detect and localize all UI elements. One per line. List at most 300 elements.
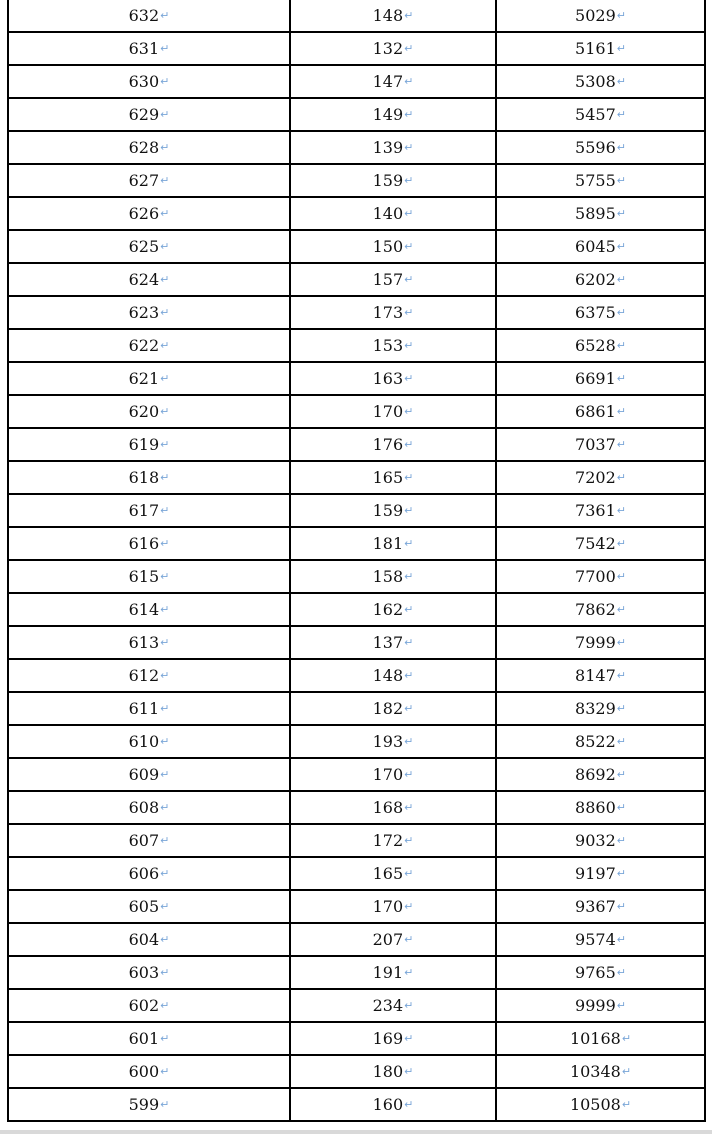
- cell-value: 173: [372, 303, 404, 322]
- table-cell: [8, 395, 290, 428]
- cell-value: 599: [128, 1095, 160, 1114]
- table-cell: [8, 659, 290, 692]
- table-cell: [496, 164, 705, 197]
- paragraph-return-icon: ↵: [404, 669, 414, 682]
- cell-value: 180: [372, 1062, 404, 1081]
- cell-value: 614: [128, 600, 160, 619]
- table-row: [8, 32, 705, 65]
- table-cell: [8, 626, 290, 659]
- cell-value: 6861: [575, 402, 616, 421]
- paragraph-return-icon: ↵: [616, 405, 626, 418]
- table-cell: [496, 494, 705, 527]
- paragraph-return-icon: ↵: [160, 174, 170, 187]
- paragraph-return-icon: ↵: [616, 471, 626, 484]
- cell-value: 613: [128, 633, 160, 652]
- paragraph-return-icon: ↵: [616, 372, 626, 385]
- table-cell: [496, 824, 705, 857]
- cell-value: 629: [128, 105, 160, 124]
- table-cell: [290, 428, 496, 461]
- cell-value: 8522: [575, 732, 616, 751]
- cell-value: 9765: [575, 963, 616, 982]
- table-cell: [8, 461, 290, 494]
- table-cell: [8, 230, 290, 263]
- paragraph-return-icon: ↵: [160, 1032, 170, 1045]
- cell-value: 191: [372, 963, 404, 982]
- table-cell: [496, 527, 705, 560]
- paragraph-return-icon: ↵: [160, 735, 170, 748]
- table-cell: [8, 32, 290, 65]
- paragraph-return-icon: ↵: [404, 900, 414, 913]
- table-row: [8, 725, 705, 758]
- paragraph-return-icon: ↵: [616, 42, 626, 55]
- paragraph-return-icon: ↵: [160, 900, 170, 913]
- table-row: [8, 692, 705, 725]
- table-cell: [290, 857, 496, 890]
- paragraph-return-icon: ↵: [616, 801, 626, 814]
- table-cell: [496, 230, 705, 263]
- paragraph-return-icon: ↵: [160, 537, 170, 550]
- paragraph-return-icon: ↵: [160, 306, 170, 319]
- cell-value: 5308: [575, 72, 616, 91]
- paragraph-return-icon: ↵: [616, 174, 626, 187]
- cell-value: 8329: [575, 699, 616, 718]
- table-row: [8, 758, 705, 791]
- cell-value: 5457: [575, 105, 616, 124]
- table-cell: [290, 296, 496, 329]
- cell-value: 610: [128, 732, 160, 751]
- table-cell: [8, 791, 290, 824]
- paragraph-return-icon: ↵: [404, 966, 414, 979]
- paragraph-return-icon: ↵: [404, 504, 414, 517]
- table-cell: [290, 956, 496, 989]
- paragraph-return-icon: ↵: [616, 669, 626, 682]
- table-cell: [8, 560, 290, 593]
- paragraph-return-icon: ↵: [404, 867, 414, 880]
- cell-value: 207: [372, 930, 404, 949]
- table-cell: [8, 1055, 290, 1088]
- table-cell: [8, 65, 290, 98]
- cell-value: 181: [372, 534, 404, 553]
- cell-value: 7862: [575, 600, 616, 619]
- paragraph-return-icon: ↵: [404, 207, 414, 220]
- cell-value: 6375: [575, 303, 616, 322]
- cell-value: 5755: [575, 171, 616, 190]
- cell-value: 150: [372, 237, 404, 256]
- paragraph-return-icon: ↵: [404, 537, 414, 550]
- table-row: [8, 659, 705, 692]
- table-cell: [290, 791, 496, 824]
- table-cell: [290, 329, 496, 362]
- paragraph-return-icon: ↵: [616, 240, 626, 253]
- paragraph-return-icon: ↵: [404, 999, 414, 1012]
- paragraph-return-icon: ↵: [404, 1098, 414, 1111]
- paragraph-return-icon: ↵: [404, 1032, 414, 1045]
- table-cell: [290, 461, 496, 494]
- table-cell: [496, 923, 705, 956]
- table-cell: [290, 923, 496, 956]
- table-cell: [496, 989, 705, 1022]
- paragraph-return-icon: ↵: [621, 1098, 632, 1111]
- table-cell: [496, 197, 705, 230]
- paragraph-return-icon: ↵: [404, 75, 414, 88]
- table-cell: [496, 1055, 705, 1088]
- table-row: [8, 923, 705, 956]
- cell-value: 622: [128, 336, 160, 355]
- cell-value: 165: [372, 864, 404, 883]
- paragraph-return-icon: ↵: [160, 999, 170, 1012]
- paragraph-return-icon: ↵: [616, 273, 626, 286]
- cell-value: 147: [372, 72, 404, 91]
- paragraph-return-icon: ↵: [616, 570, 626, 583]
- paragraph-return-icon: ↵: [404, 603, 414, 616]
- table-cell: [8, 692, 290, 725]
- table-cell: [496, 65, 705, 98]
- table-cell: [290, 989, 496, 1022]
- table-cell: [8, 362, 290, 395]
- table-row: [8, 65, 705, 98]
- cell-value: 606: [128, 864, 160, 883]
- paragraph-return-icon: ↵: [160, 570, 170, 583]
- cell-value: 6691: [575, 369, 616, 388]
- table-cell: [290, 692, 496, 725]
- table-cell: [8, 263, 290, 296]
- paragraph-return-icon: ↵: [616, 933, 626, 946]
- table-cell: [8, 857, 290, 890]
- table-cell: [496, 758, 705, 791]
- paragraph-return-icon: ↵: [160, 1098, 170, 1111]
- paragraph-return-icon: ↵: [160, 636, 170, 649]
- table-cell: [290, 263, 496, 296]
- cell-value: 607: [128, 831, 160, 850]
- cell-value: 624: [128, 270, 160, 289]
- table-row: [8, 362, 705, 395]
- table-cell: [496, 593, 705, 626]
- paragraph-return-icon: ↵: [616, 438, 626, 451]
- paragraph-return-icon: ↵: [404, 339, 414, 352]
- table-cell: [8, 1022, 290, 1055]
- table-cell: [8, 923, 290, 956]
- cell-value: 149: [372, 105, 404, 124]
- table-cell: [290, 593, 496, 626]
- cell-value: 5895: [575, 204, 616, 223]
- paragraph-return-icon: ↵: [160, 273, 170, 286]
- table-cell: [8, 956, 290, 989]
- paragraph-return-icon: ↵: [404, 735, 414, 748]
- cell-value: 176: [372, 435, 404, 454]
- paragraph-return-icon: ↵: [616, 603, 626, 616]
- paragraph-return-icon: ↵: [404, 108, 414, 121]
- table-cell: [496, 956, 705, 989]
- paragraph-return-icon: ↵: [404, 933, 414, 946]
- cell-value: 626: [128, 204, 160, 223]
- cell-value: 620: [128, 402, 160, 421]
- paragraph-return-icon: ↵: [616, 537, 626, 550]
- cell-value: 625: [128, 237, 160, 256]
- paragraph-return-icon: ↵: [616, 867, 626, 880]
- cell-value: 609: [128, 765, 160, 784]
- paragraph-return-icon: ↵: [616, 735, 626, 748]
- table-cell: [496, 329, 705, 362]
- paragraph-return-icon: ↵: [160, 768, 170, 781]
- cell-value: 6202: [575, 270, 616, 289]
- cell-value: 6045: [575, 237, 616, 256]
- cell-value: 132: [372, 39, 404, 58]
- cell-value: 9999: [575, 996, 616, 1015]
- paragraph-return-icon: ↵: [404, 768, 414, 781]
- table-row: [8, 98, 705, 131]
- cell-value: 605: [128, 897, 160, 916]
- table-cell: [8, 593, 290, 626]
- table-row: [8, 296, 705, 329]
- table-row: [8, 197, 705, 230]
- table-cell: [290, 1022, 496, 1055]
- cell-value: 159: [372, 171, 404, 190]
- table-cell: [290, 560, 496, 593]
- paragraph-return-icon: ↵: [616, 75, 626, 88]
- table-row: [8, 989, 705, 1022]
- cell-value: 193: [372, 732, 404, 751]
- paragraph-return-icon: ↵: [160, 141, 170, 154]
- paragraph-return-icon: ↵: [160, 504, 170, 517]
- table-cell: [290, 527, 496, 560]
- table-cell: [496, 362, 705, 395]
- cell-value: 234: [372, 996, 404, 1015]
- table-cell: [8, 758, 290, 791]
- paragraph-return-icon: ↵: [160, 603, 170, 616]
- cell-value: 137: [372, 633, 404, 652]
- cell-value: 160: [372, 1095, 404, 1114]
- cell-value: 159: [372, 501, 404, 520]
- table-cell: [496, 461, 705, 494]
- table-cell: [290, 362, 496, 395]
- table-cell: [496, 692, 705, 725]
- table-cell: [290, 1055, 496, 1088]
- table-cell: [290, 164, 496, 197]
- table-row: [8, 494, 705, 527]
- paragraph-return-icon: ↵: [160, 42, 170, 55]
- table-row: [8, 824, 705, 857]
- table-cell: [496, 428, 705, 461]
- cell-value: 615: [128, 567, 160, 586]
- cell-value: 10508: [569, 1095, 621, 1114]
- cell-value: 618: [128, 468, 160, 487]
- paragraph-return-icon: ↵: [404, 702, 414, 715]
- table-cell: [290, 395, 496, 428]
- cell-value: 8860: [575, 798, 616, 817]
- table-cell: [290, 725, 496, 758]
- table-cell: [8, 131, 290, 164]
- paragraph-return-icon: ↵: [160, 405, 170, 418]
- paragraph-return-icon: ↵: [404, 273, 414, 286]
- paragraph-return-icon: ↵: [404, 801, 414, 814]
- table-row: [8, 626, 705, 659]
- cell-value: 169: [372, 1029, 404, 1048]
- paragraph-return-icon: ↵: [160, 801, 170, 814]
- table-row: [8, 593, 705, 626]
- table-cell: [8, 0, 290, 32]
- paragraph-return-icon: ↵: [160, 471, 170, 484]
- paragraph-return-icon: ↵: [404, 372, 414, 385]
- cell-value: 157: [372, 270, 404, 289]
- cell-value: 623: [128, 303, 160, 322]
- paragraph-return-icon: ↵: [160, 966, 170, 979]
- paragraph-return-icon: ↵: [404, 636, 414, 649]
- table-row: [8, 857, 705, 890]
- table-cell: [8, 329, 290, 362]
- table-row: [8, 1088, 705, 1121]
- cell-value: 162: [372, 600, 404, 619]
- cell-value: 7037: [575, 435, 616, 454]
- table-cell: [290, 65, 496, 98]
- cell-value: 165: [372, 468, 404, 487]
- paragraph-return-icon: ↵: [160, 669, 170, 682]
- cell-value: 170: [372, 402, 404, 421]
- table-row: [8, 230, 705, 263]
- table-cell: [8, 98, 290, 131]
- table-cell: [496, 131, 705, 164]
- cell-value: 9574: [575, 930, 616, 949]
- table-row: [8, 329, 705, 362]
- cell-value: 7202: [575, 468, 616, 487]
- table-row: [8, 1055, 705, 1088]
- table-cell: [496, 296, 705, 329]
- table-cell: [290, 230, 496, 263]
- paragraph-return-icon: ↵: [160, 372, 170, 385]
- paragraph-return-icon: ↵: [160, 438, 170, 451]
- table-cell: [8, 824, 290, 857]
- table-cell: [496, 0, 705, 32]
- table-cell: [290, 659, 496, 692]
- table-row: [8, 0, 705, 32]
- cell-value: 630: [128, 72, 160, 91]
- table-cell: [496, 263, 705, 296]
- table-row: [8, 956, 705, 989]
- table-cell: [496, 890, 705, 923]
- paragraph-return-icon: ↵: [616, 108, 626, 121]
- table-row: [8, 461, 705, 494]
- table-cell: [496, 1088, 705, 1121]
- paragraph-return-icon: ↵: [404, 240, 414, 253]
- cell-value: 8692: [575, 765, 616, 784]
- table-cell: [290, 98, 496, 131]
- paragraph-return-icon: ↵: [404, 1065, 414, 1078]
- cell-value: 8147: [575, 666, 616, 685]
- table-row: [8, 164, 705, 197]
- cell-value: 158: [372, 567, 404, 586]
- paragraph-return-icon: ↵: [404, 306, 414, 319]
- table-cell: [8, 296, 290, 329]
- paragraph-return-icon: ↵: [160, 207, 170, 220]
- table-cell: [496, 1022, 705, 1055]
- paragraph-return-icon: ↵: [404, 405, 414, 418]
- cell-value: 627: [128, 171, 160, 190]
- table-cell: [8, 428, 290, 461]
- cell-value: 608: [128, 798, 160, 817]
- cell-value: 172: [372, 831, 404, 850]
- cell-value: 5596: [575, 138, 616, 157]
- paragraph-return-icon: ↵: [616, 900, 626, 913]
- cell-value: 168: [372, 798, 404, 817]
- paragraph-return-icon: ↵: [160, 1065, 170, 1078]
- cell-value: 9367: [575, 897, 616, 916]
- cell-value: 10168: [569, 1029, 621, 1048]
- cell-value: 170: [372, 765, 404, 784]
- paragraph-return-icon: ↵: [616, 966, 626, 979]
- table-cell: [290, 0, 496, 32]
- paragraph-return-icon: ↵: [404, 438, 414, 451]
- table-cell: [8, 1088, 290, 1121]
- table-cell: [496, 791, 705, 824]
- table-row: [8, 560, 705, 593]
- paragraph-return-icon: ↵: [616, 702, 626, 715]
- paragraph-return-icon: ↵: [616, 306, 626, 319]
- page-bottom-edge: [0, 1130, 712, 1134]
- paragraph-return-icon: ↵: [616, 768, 626, 781]
- cell-value: 7542: [575, 534, 616, 553]
- table-cell: [496, 98, 705, 131]
- cell-value: 7361: [575, 501, 616, 520]
- table-row: [8, 1022, 705, 1055]
- table-row: [8, 527, 705, 560]
- table-cell: [496, 659, 705, 692]
- score-table: [7, 0, 706, 1122]
- table-cell: [496, 626, 705, 659]
- paragraph-return-icon: ↵: [404, 471, 414, 484]
- cell-value: 139: [372, 138, 404, 157]
- table-cell: [496, 857, 705, 890]
- table-row: [8, 890, 705, 923]
- paragraph-return-icon: ↵: [160, 75, 170, 88]
- cell-value: 5161: [575, 39, 616, 58]
- paragraph-return-icon: ↵: [404, 42, 414, 55]
- cell-value: 611: [128, 699, 160, 718]
- paragraph-return-icon: ↵: [616, 207, 626, 220]
- cell-value: 140: [372, 204, 404, 223]
- cell-value: 604: [128, 930, 160, 949]
- cell-value: 9032: [575, 831, 616, 850]
- paragraph-return-icon: ↵: [404, 174, 414, 187]
- cell-value: 631: [128, 39, 160, 58]
- cell-value: 170: [372, 897, 404, 916]
- table-cell: [8, 890, 290, 923]
- cell-value: 628: [128, 138, 160, 157]
- cell-value: 148: [372, 666, 404, 685]
- table-cell: [496, 725, 705, 758]
- cell-value: 182: [372, 699, 404, 718]
- cell-value: 617: [128, 501, 160, 520]
- table-cell: [290, 626, 496, 659]
- paragraph-return-icon: ↵: [621, 1065, 632, 1078]
- table-cell: [496, 560, 705, 593]
- table-cell: [290, 1088, 496, 1121]
- paragraph-return-icon: ↵: [160, 108, 170, 121]
- table-row: [8, 263, 705, 296]
- cell-value: 603: [128, 963, 160, 982]
- table-cell: [8, 989, 290, 1022]
- table-cell: [8, 725, 290, 758]
- cell-value: 600: [128, 1062, 160, 1081]
- paragraph-return-icon: ↵: [404, 834, 414, 847]
- cell-value: 619: [128, 435, 160, 454]
- cell-value: 616: [128, 534, 160, 553]
- table-cell: [8, 197, 290, 230]
- paragraph-return-icon: ↵: [616, 9, 626, 22]
- table-cell: [496, 32, 705, 65]
- paragraph-return-icon: ↵: [160, 933, 170, 946]
- table-cell: [290, 758, 496, 791]
- table-cell: [8, 164, 290, 197]
- paragraph-return-icon: ↵: [160, 339, 170, 352]
